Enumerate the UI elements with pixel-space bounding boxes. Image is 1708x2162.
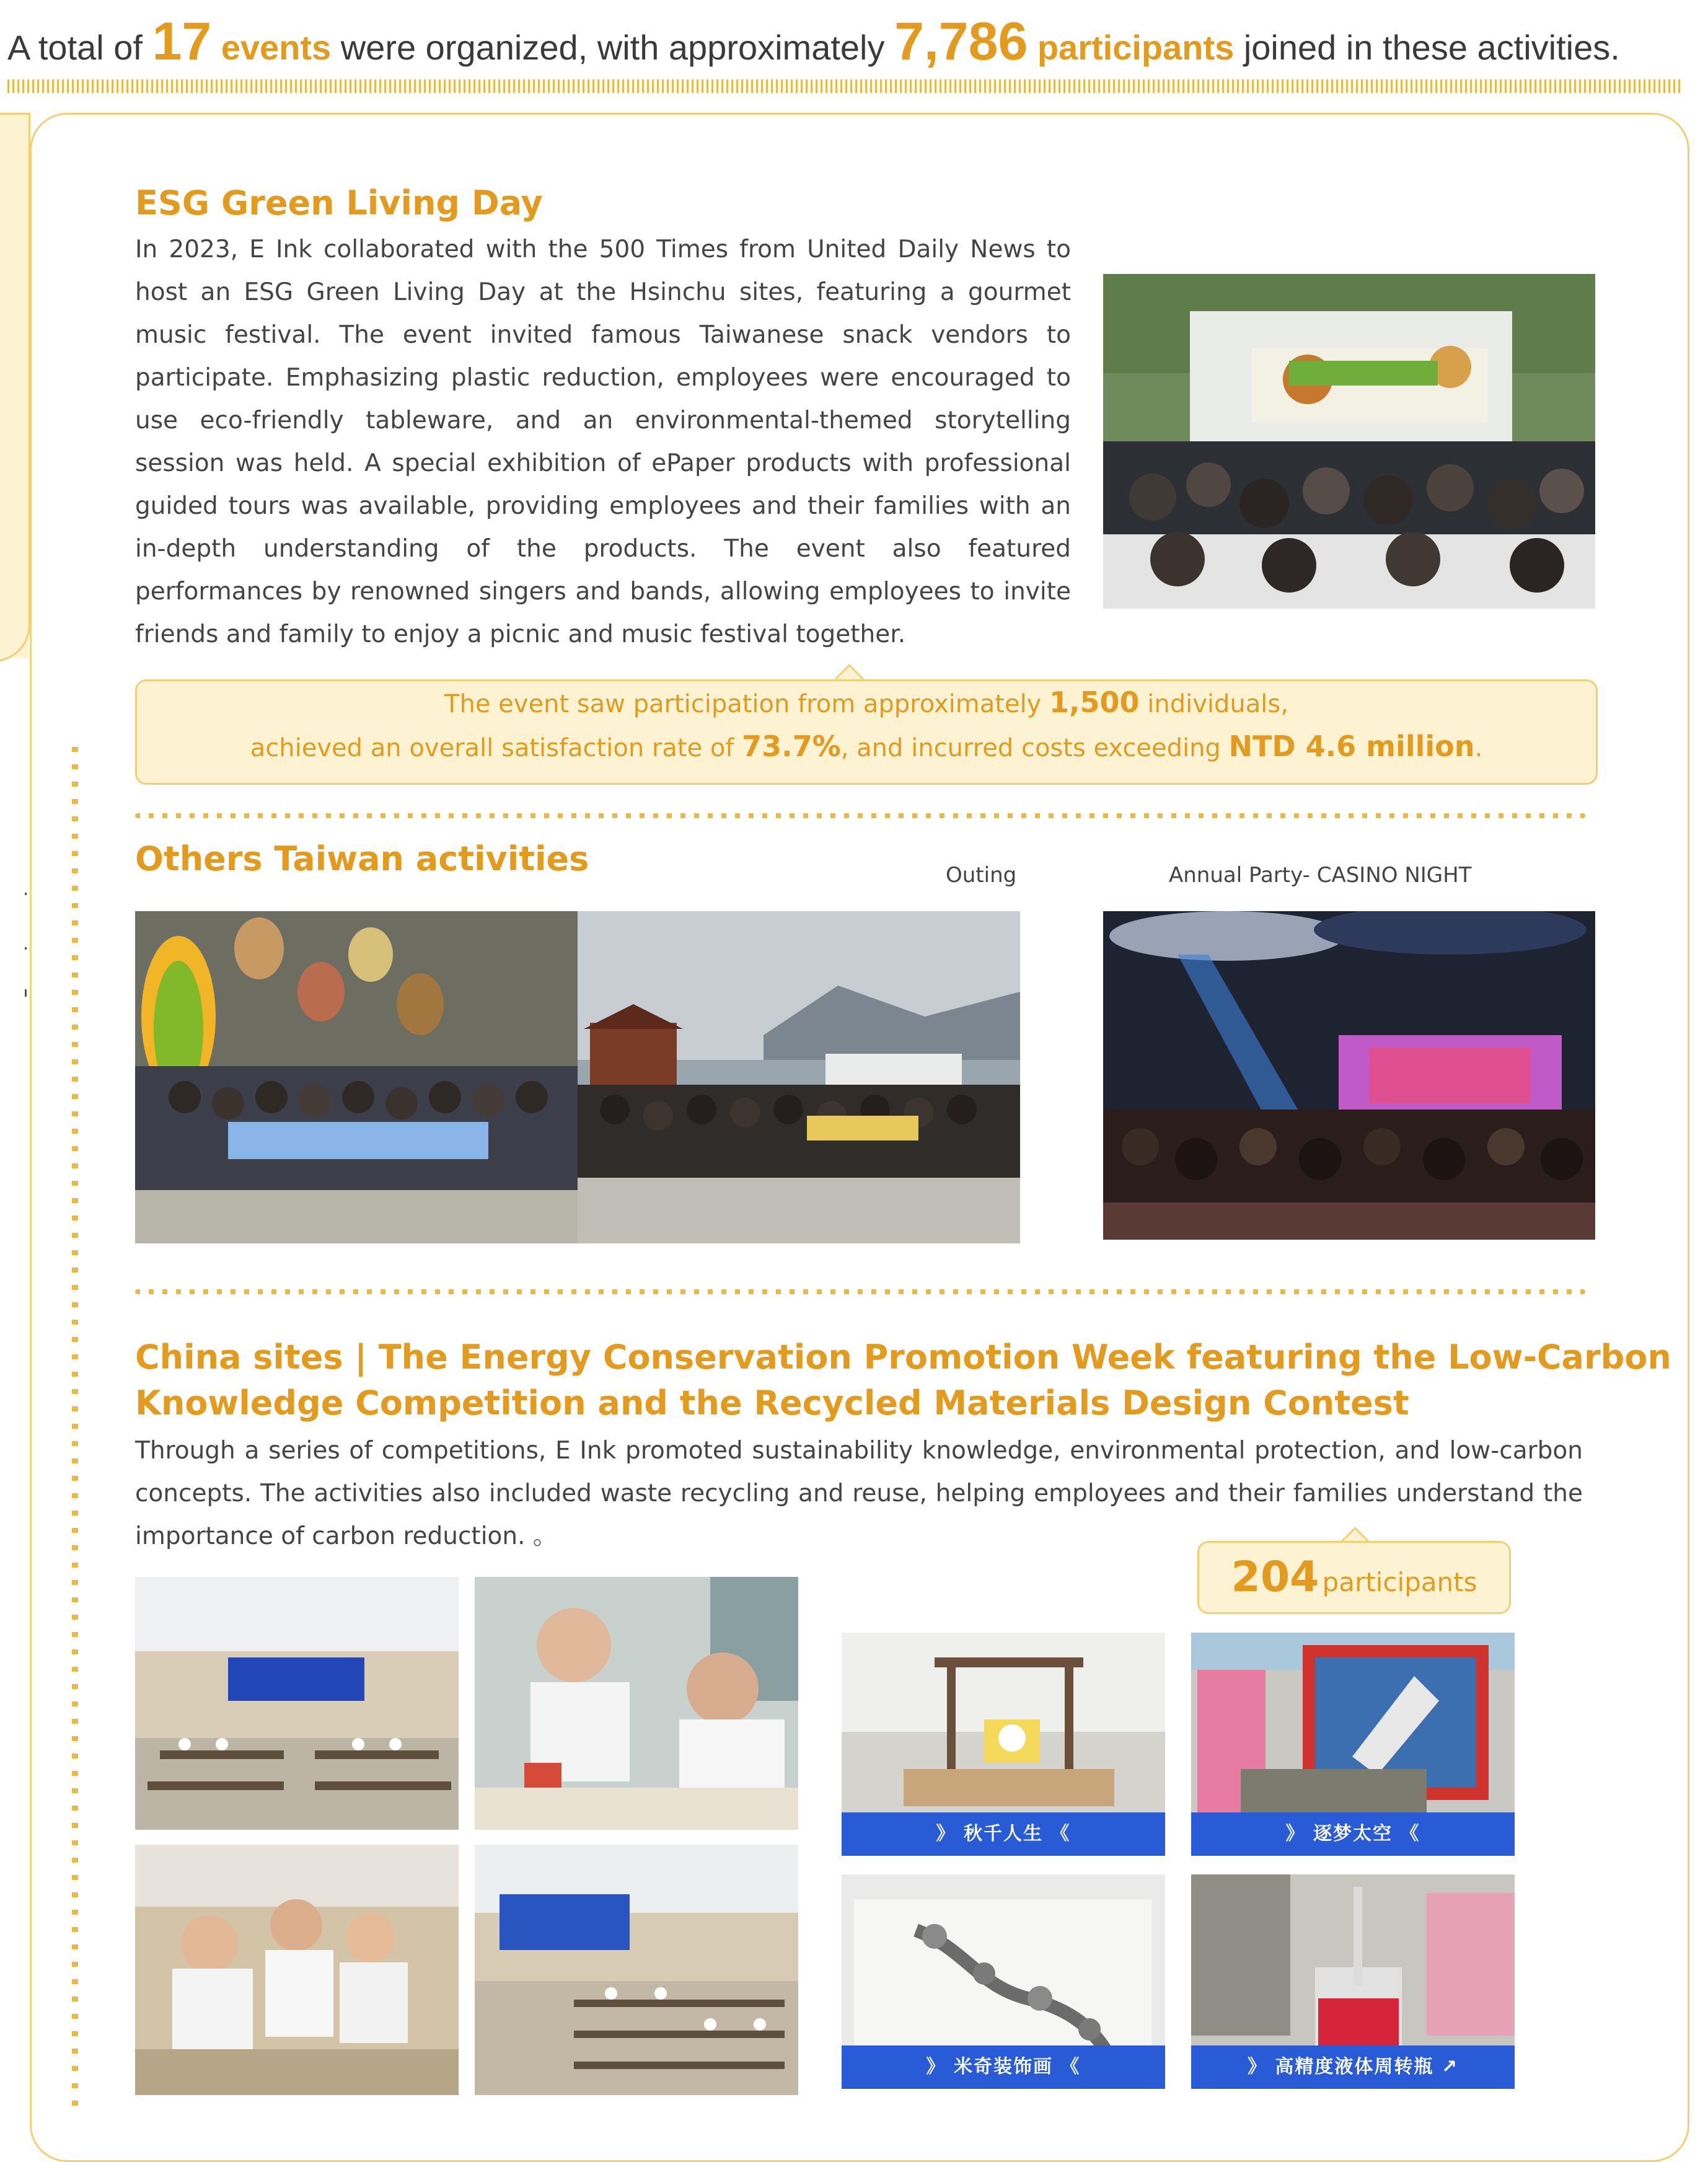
header-divider <box>7 79 1681 93</box>
stray-mark <box>25 947 27 950</box>
headline-prefix: A total of <box>7 28 143 67</box>
design-entry-space <box>1191 1633 1515 1856</box>
callout-satisfaction: 73.7% <box>742 730 841 763</box>
summary-headline <box>7 7 1706 76</box>
callout-line-2 <box>137 725 1596 769</box>
party-caption: Annual Party- CASINO NIGHT <box>1169 863 1472 888</box>
china-section-body: Through a series of competitions, E Ink promoted sustainability knowledge, environmental protection, and low-carbon concepts. The activities also included waste recycling and reuse, helping employees and their families understand the importance of carbon reduction. 。 <box>135 1437 1583 1550</box>
events-label: events <box>221 28 332 67</box>
outing-photo-lake <box>578 911 1020 1243</box>
entry-label: 》 高精度液体周转瓶 ↗ <box>1191 2045 1515 2089</box>
taiwan-section-title: Others Taiwan activities <box>135 839 589 878</box>
design-entry-liquid-bottle <box>1191 1874 1515 2089</box>
china-participants-badge <box>1197 1541 1511 1614</box>
design-entry-wall-art <box>842 1874 1165 2089</box>
entry-label: 》 逐梦太空 《 <box>1191 1812 1515 1856</box>
competition-photo-screen <box>475 1845 798 2095</box>
stray-mark <box>25 893 27 895</box>
china-participants-count: 204 <box>1231 1553 1319 1602</box>
china-section-title-line2: Knowledge Competition and the Recycled Materials Design Contest <box>135 1383 1409 1423</box>
china-section-title-line1: China sites | The Energy Conservation Promotion Week featuring the Low-Carbon <box>135 1338 1671 1377</box>
participants-count: 7,786 <box>894 12 1028 71</box>
competition-photo-hall <box>135 1577 459 1830</box>
callout-participants: 1,500 <box>1049 686 1140 719</box>
stray-mark <box>25 989 27 997</box>
section-divider <box>135 1289 1585 1294</box>
callout-text: , and incurred costs exceeding <box>840 734 1221 762</box>
competition-photo-students <box>135 1845 459 2095</box>
headline-middle: were organized, with approximately <box>340 28 885 67</box>
outing-photo-balloons <box>135 911 578 1243</box>
competition-photo-participants <box>475 1577 798 1830</box>
participants-label: participants <box>1037 28 1235 67</box>
casino-night-photo <box>1103 911 1595 1240</box>
outing-caption: Outing <box>946 863 1017 888</box>
vertical-dotted-divider <box>72 747 78 2111</box>
entry-label: 》 秋千人生 《 <box>842 1812 1165 1856</box>
callout-text: achieved an overall satisfaction rate of <box>250 734 734 762</box>
entry-label: 》 米奇装饰画 《 <box>842 2045 1165 2089</box>
esg-section-body: In 2023, E Ink collaborated with the 500 Times from United Daily News to host an ESG Green Living Day at the Hsinchu sites, featuring a gourmet music festival. The event invited famous Taiwanese snack vendors to participate. Emphasizing plastic reduction, employees were encouraged to use eco-friendly tableware, and an environmental-themed storytelling session was held. A special exhibition of ePaper products with professional guided tours was available, providing employees and their families with an in-depth understanding of the products. The event also featured performances by renowned singers and bands, allowing employees to invite friends and family to enjoy a picnic and music festival together. <box>135 236 1071 648</box>
callout-text: The event saw participation from approximately <box>444 690 1042 718</box>
callout-text: . <box>1474 734 1483 762</box>
esg-festival-photo <box>1103 274 1595 609</box>
callout-line-1 <box>137 681 1596 725</box>
callout-text: individuals, <box>1147 690 1288 718</box>
design-entry-swing <box>842 1633 1165 1856</box>
esg-section-title: ESG Green Living Day <box>135 183 543 223</box>
esg-results-callout <box>135 679 1598 785</box>
callout-cost: NTD 4.6 million <box>1228 730 1475 763</box>
side-tab <box>0 113 30 662</box>
section-divider <box>135 813 1585 818</box>
headline-suffix: joined in these activities. <box>1243 28 1620 67</box>
china-participants-label: participants <box>1322 1567 1477 1597</box>
events-count: 17 <box>152 12 212 71</box>
